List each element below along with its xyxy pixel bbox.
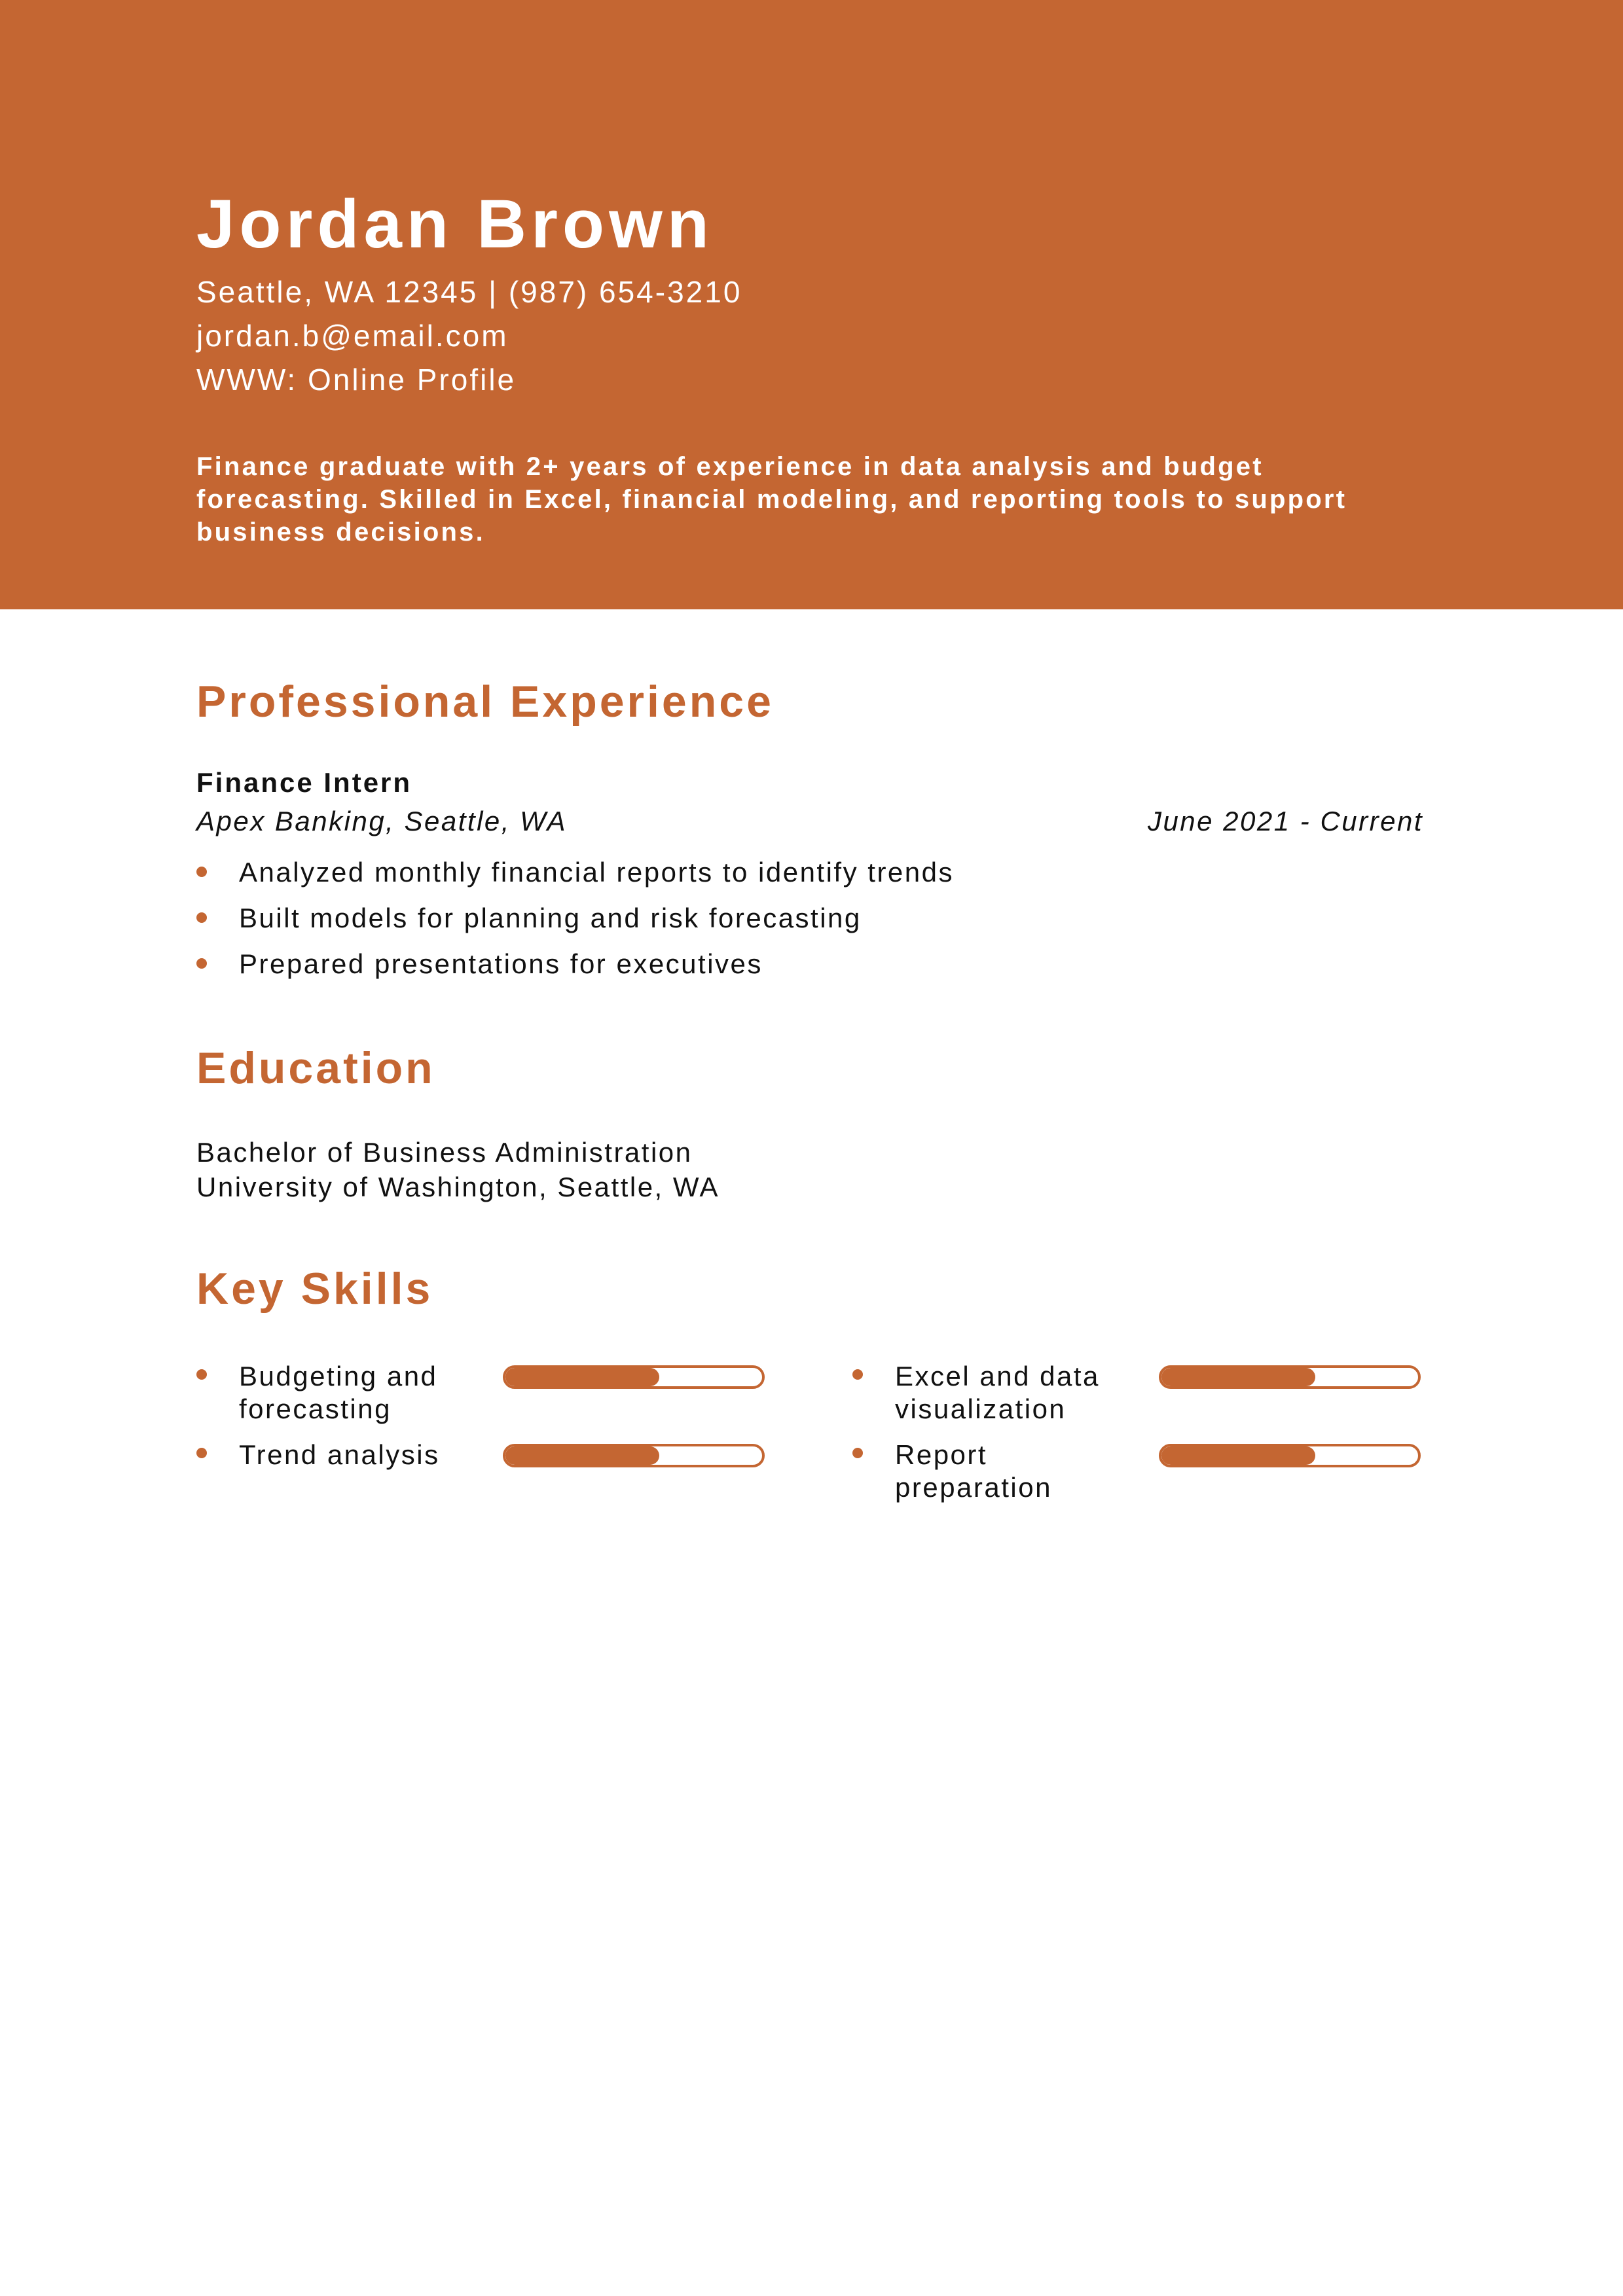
header-banner	[0, 0, 1623, 609]
job-bullet-text: Analyzed monthly financial reports to identify trends	[239, 857, 954, 888]
job-bullet-text: Prepared presentations for executives	[239, 948, 763, 979]
experience-heading: Professional Experience	[196, 677, 774, 726]
skill-level-fill	[1161, 1368, 1315, 1386]
education-degree: Bachelor of Business Administration	[196, 1137, 693, 1168]
bullet-dot-icon	[852, 1448, 863, 1458]
skill-item	[196, 1439, 773, 1511]
skill-item	[196, 1360, 773, 1432]
skill-level-fill	[505, 1446, 659, 1465]
job-bullet-text: Built models for planning and risk forecasting	[239, 903, 862, 933]
skill-level-bar	[1159, 1444, 1421, 1467]
location-phone: Seattle, WA 12345 | (987) 654-3210	[196, 275, 742, 309]
skill-label: Budgeting and forecasting	[239, 1361, 438, 1424]
job-position: Finance Intern	[196, 767, 412, 798]
skill-label: Report preparation	[895, 1439, 1052, 1503]
skill-level-bar	[1159, 1365, 1421, 1389]
skill-item	[852, 1360, 1429, 1432]
job-dates: June 2021 - Current	[1147, 806, 1423, 836]
bullet-dot-icon	[196, 1369, 207, 1380]
education-heading: Education	[196, 1043, 435, 1093]
bullet-dot-icon	[196, 912, 207, 923]
skill-label: Excel and data visualization	[895, 1361, 1100, 1424]
email-address[interactable]: jordan.b@email.com	[196, 319, 509, 353]
online-profile-link[interactable]: WWW: Online Profile	[196, 363, 517, 397]
job-company: Apex Banking, Seattle, WA	[196, 806, 568, 836]
bullet-dot-icon	[852, 1369, 863, 1380]
skill-level-fill	[1161, 1446, 1315, 1465]
bullet-dot-icon	[196, 867, 207, 877]
candidate-name: Jordan Brown	[196, 186, 714, 262]
skills-heading: Key Skills	[196, 1264, 433, 1314]
skill-level-bar	[503, 1444, 765, 1467]
bullet-dot-icon	[196, 958, 207, 969]
professional-summary: Finance graduate with 2+ years of experience in data analysis and budget forecasting. Skilled in Excel, financial modeling, and reporting tools to support business decisions.	[196, 452, 1347, 547]
education-school: University of Washington, Seattle, WA	[196, 1172, 720, 1202]
skill-label: Trend analysis	[239, 1439, 440, 1470]
skill-item	[852, 1439, 1429, 1511]
skill-level-bar	[503, 1365, 765, 1389]
bullet-dot-icon	[196, 1448, 207, 1458]
skill-level-fill	[505, 1368, 659, 1386]
